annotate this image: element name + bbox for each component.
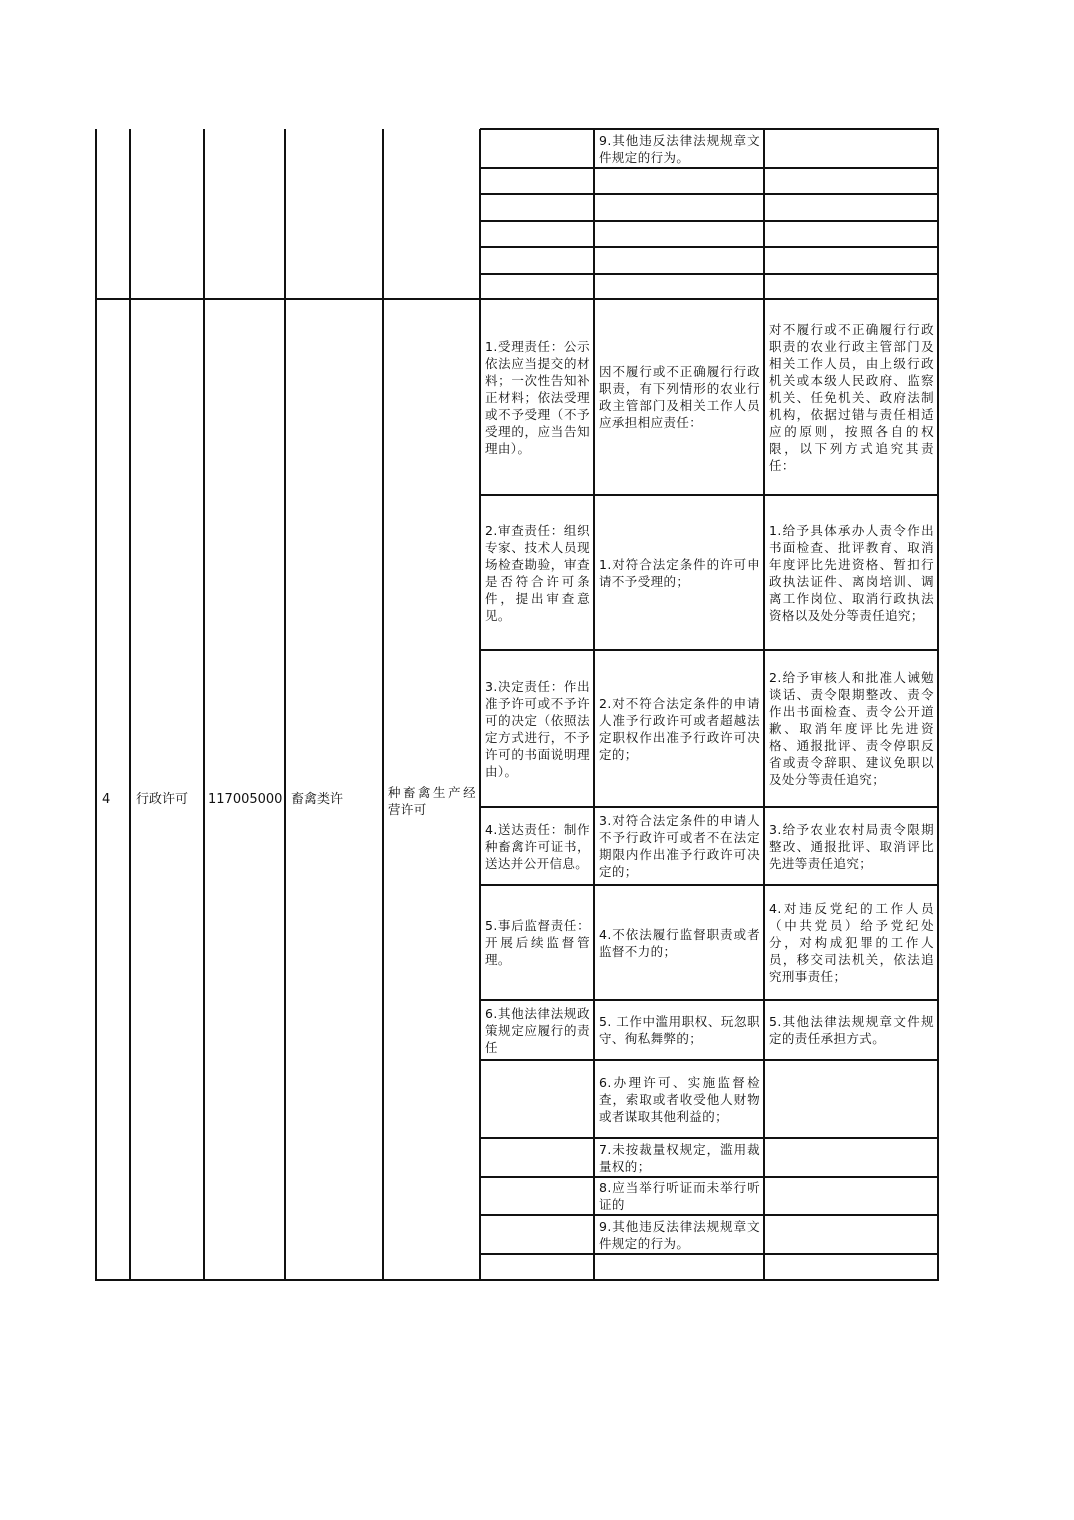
- situation-cell: 9.其他违反法律法规规章文件规定的行为。: [599, 1218, 760, 1251]
- top-block-row-border: [480, 246, 939, 248]
- column-border-7: [763, 129, 765, 1281]
- responsibility-cell: 2.审查责任：组织专家、技术人员现场检查勘验，审查是否符合许可条件，提出审查意见。: [485, 522, 590, 623]
- responsibility-cell: 1.受理责任：公示依法应当提交的材料；一次性告知补正材料；依法受理或不予受理（不予受理的，应当告知理由）。: [485, 338, 590, 456]
- responsibility-cell: 5.事后监督责任：开展后续监督管理。: [485, 918, 590, 967]
- item-sub-item: 畜禽类许: [291, 792, 344, 807]
- situation-cell: 1.对符合法定条件的许可申请不予受理的；: [599, 556, 760, 589]
- situation-cell: 7.未按裁量权规定，滥用裁量权的；: [599, 1141, 760, 1174]
- responsibility-cell: 3.决定责任：作出准予许可或不予许可的决定（依照法定方式进行，不予许可的书面说明理由）。: [485, 678, 590, 779]
- item-seq: 4: [102, 792, 111, 807]
- situation-cell: 9.其他违反法律法规规章文件规定的行为。: [599, 132, 760, 165]
- responsibility-cell: 6.其他法律法规政策规定应履行的责任: [485, 1005, 590, 1055]
- top-block-row-border: [480, 193, 939, 195]
- accountability-cell: 5.其他法律法规规章文件规定的责任承担方式。: [769, 1014, 934, 1046]
- column-border-8: [937, 129, 939, 1281]
- column-border-4: [382, 129, 384, 1281]
- situation-cell: 3.对符合法定条件的申请人不予行政许可或者不在法定期限内作出准予行政许可决定的；: [599, 813, 760, 879]
- item-name: 种畜禽生产经营许可: [388, 785, 476, 817]
- item-category: 行政许可: [136, 792, 189, 807]
- accountability-cell: 2.给予审核人和批准人诫勉谈话、责令限期整改、责令作出书面检查、责令公开道歉、取消年度评比先进资格、通报批评、责令停职反省或责令辞职、建议免职以及处分等责任追究；: [769, 670, 934, 787]
- column-border-5: [479, 129, 481, 1281]
- responsibility-cell: 4.送达责任：制作种畜禽许可证书，送达并公开信息。: [485, 821, 590, 871]
- top-block-row-border: [480, 273, 939, 275]
- situation-cell: 因不履行或不正确履行行政职责，有下列情形的农业行政主管部门及相关工作人员应承担相应责任：: [599, 364, 760, 430]
- column-border-1: [129, 129, 131, 1281]
- column-border-3: [284, 129, 286, 1281]
- top-block-row-border: [480, 220, 939, 222]
- situation-cell: 5. 工作中滥用职权、玩忽职守、徇私舞弊的；: [599, 1014, 760, 1046]
- column-border-2: [203, 129, 205, 1281]
- accountability-cell: 3.给予农业农村局责令限期整改、通报批评、取消评比先进等责任追究；: [769, 821, 934, 871]
- table-bottom-border: [96, 1279, 939, 1281]
- situation-cell: 8.应当举行听证而未举行听证的: [599, 1180, 760, 1212]
- accountability-cell: 1.给予具体承办人责令作出书面检查、批评教育、取消年度评比先进资格、暂扣行政执法证件、离岗培训、调离工作岗位、取消行政执法资格以及处分等责任追究；: [769, 522, 934, 623]
- accountability-cell: 对不履行或不正确履行行政职责的农业行政主管部门及相关工作人员，由上级行政机关或本级人民政府、监察机关、任免机关、政府法制机构，依据过错与责任相适应的原则，按照各自的权限，以下列方式追究其责任：: [769, 321, 934, 473]
- item-code: 117005000: [208, 792, 283, 807]
- accountability-cell: 4.对违反党纪的工作人员（中共党员）给予党纪处分，对构成犯罪的工作人员，移交司法机关，依法追究刑事责任；: [769, 901, 934, 984]
- column-border-0: [95, 129, 97, 1281]
- situation-cell: 4.不依法履行监督职责或者监督不力的；: [599, 926, 760, 959]
- situation-cell: 2.对不符合法定条件的申请人准予行政许可或者超越法定职权作出准予行政许可决定的；: [599, 695, 760, 762]
- situation-cell: 6.办理许可、实施监督检查，索取或者收受他人财物或者谋取其他利益的；: [599, 1074, 760, 1124]
- column-border-6: [593, 129, 595, 1281]
